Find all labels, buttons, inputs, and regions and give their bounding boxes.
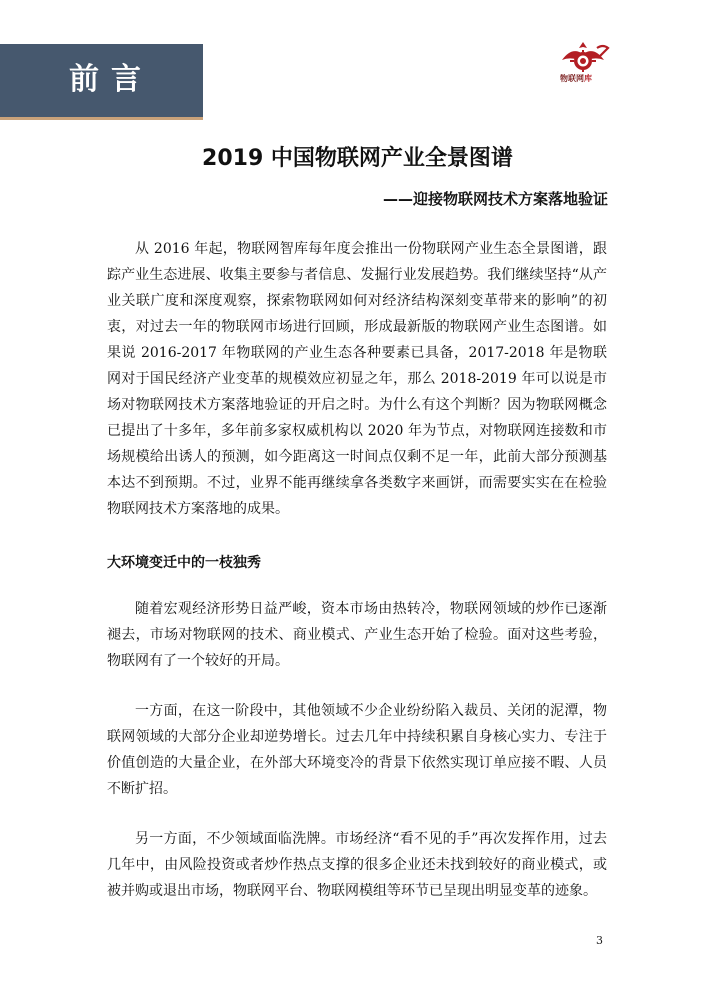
- lotus-gear-icon: [548, 40, 618, 74]
- document-title: 2019 中国物联网产业全景图谱: [202, 146, 513, 171]
- logo: [548, 40, 618, 90]
- section-paragraph: 一方面，在这一阶段中，其他领域不少企业纷纷陷入裁员、关闭的泥潭，物联网领域的大部分企业却逆势增长。过去几年中持续积累自身核心实力、专注于价值创造的大量企业，在外部大环境变冷的背景下依然实现订单应接不暇、人员不断扩招。: [107, 703, 607, 797]
- intro-paragraph: 从 2016 年起，物联网智库每年度会推出一份物联网产业生态全景图谱，跟踪产业生态进展、收集主要参与者信息、发掘行业发展趋势。我们继续坚持“从产业关联广度和深度观察，探索物联网如何对经济结构深刻变革带来的影响”的初衷，对过去一年的物联网市场进行回顾，形成最新版的物联网产业生态图谱。如果说 2016-2017 年物联网的产业生态各种要素已具备，2017-2018 年是物联网对于国民经济产业变革的规模效应初显之年，那么 2018-2019 年可以说是市场对物联网技术方案落地验证的开启之时。为什么有这个判断？因为物联网概念已提出了十多年，多年前多家权威机构以 2020 年为节点，对物联网连接数和市场规模给出诱人的预测，如今距离这一时间点仅剩不足一年，此前大部分预测基本达不到预期。不过，业界不能再继续拿各类数字来画饼，而需要实实在在检验物联网技术方案落地的成果。: [107, 241, 607, 517]
- section-heading: 大环境变迁中的一枝独秀: [107, 555, 261, 571]
- logo-brand-text: 物联网: [560, 74, 584, 83]
- page-number: 3: [596, 934, 603, 947]
- logo-lib-text: 库: [584, 74, 592, 83]
- section-paragraph: 随着宏观经济形势日益严峻，资本市场由热转冷，物联网领域的炒作已逐渐褪去，市场对物联网的技术、商业模式、产业生态开始了检验。面对这些考验，物联网有了一个较好的开局。: [107, 601, 607, 669]
- document-subtitle: ——迎接物联网技术方案落地验证: [382, 190, 608, 208]
- section-header-bar: [0, 44, 203, 120]
- document-body: [107, 236, 607, 928]
- section-paragraph: 另一方面，不少领域面临洗牌。市场经济“看不见的手”再次发挥作用，过去几年中，由风险投资或者炒作热点支撑的很多企业还未找到较好的商业模式，或被并购或退出市场，物联网平台、物联网模组等环节已呈现出明显变革的迹象。: [107, 831, 607, 899]
- section-title: 前言: [69, 62, 153, 97]
